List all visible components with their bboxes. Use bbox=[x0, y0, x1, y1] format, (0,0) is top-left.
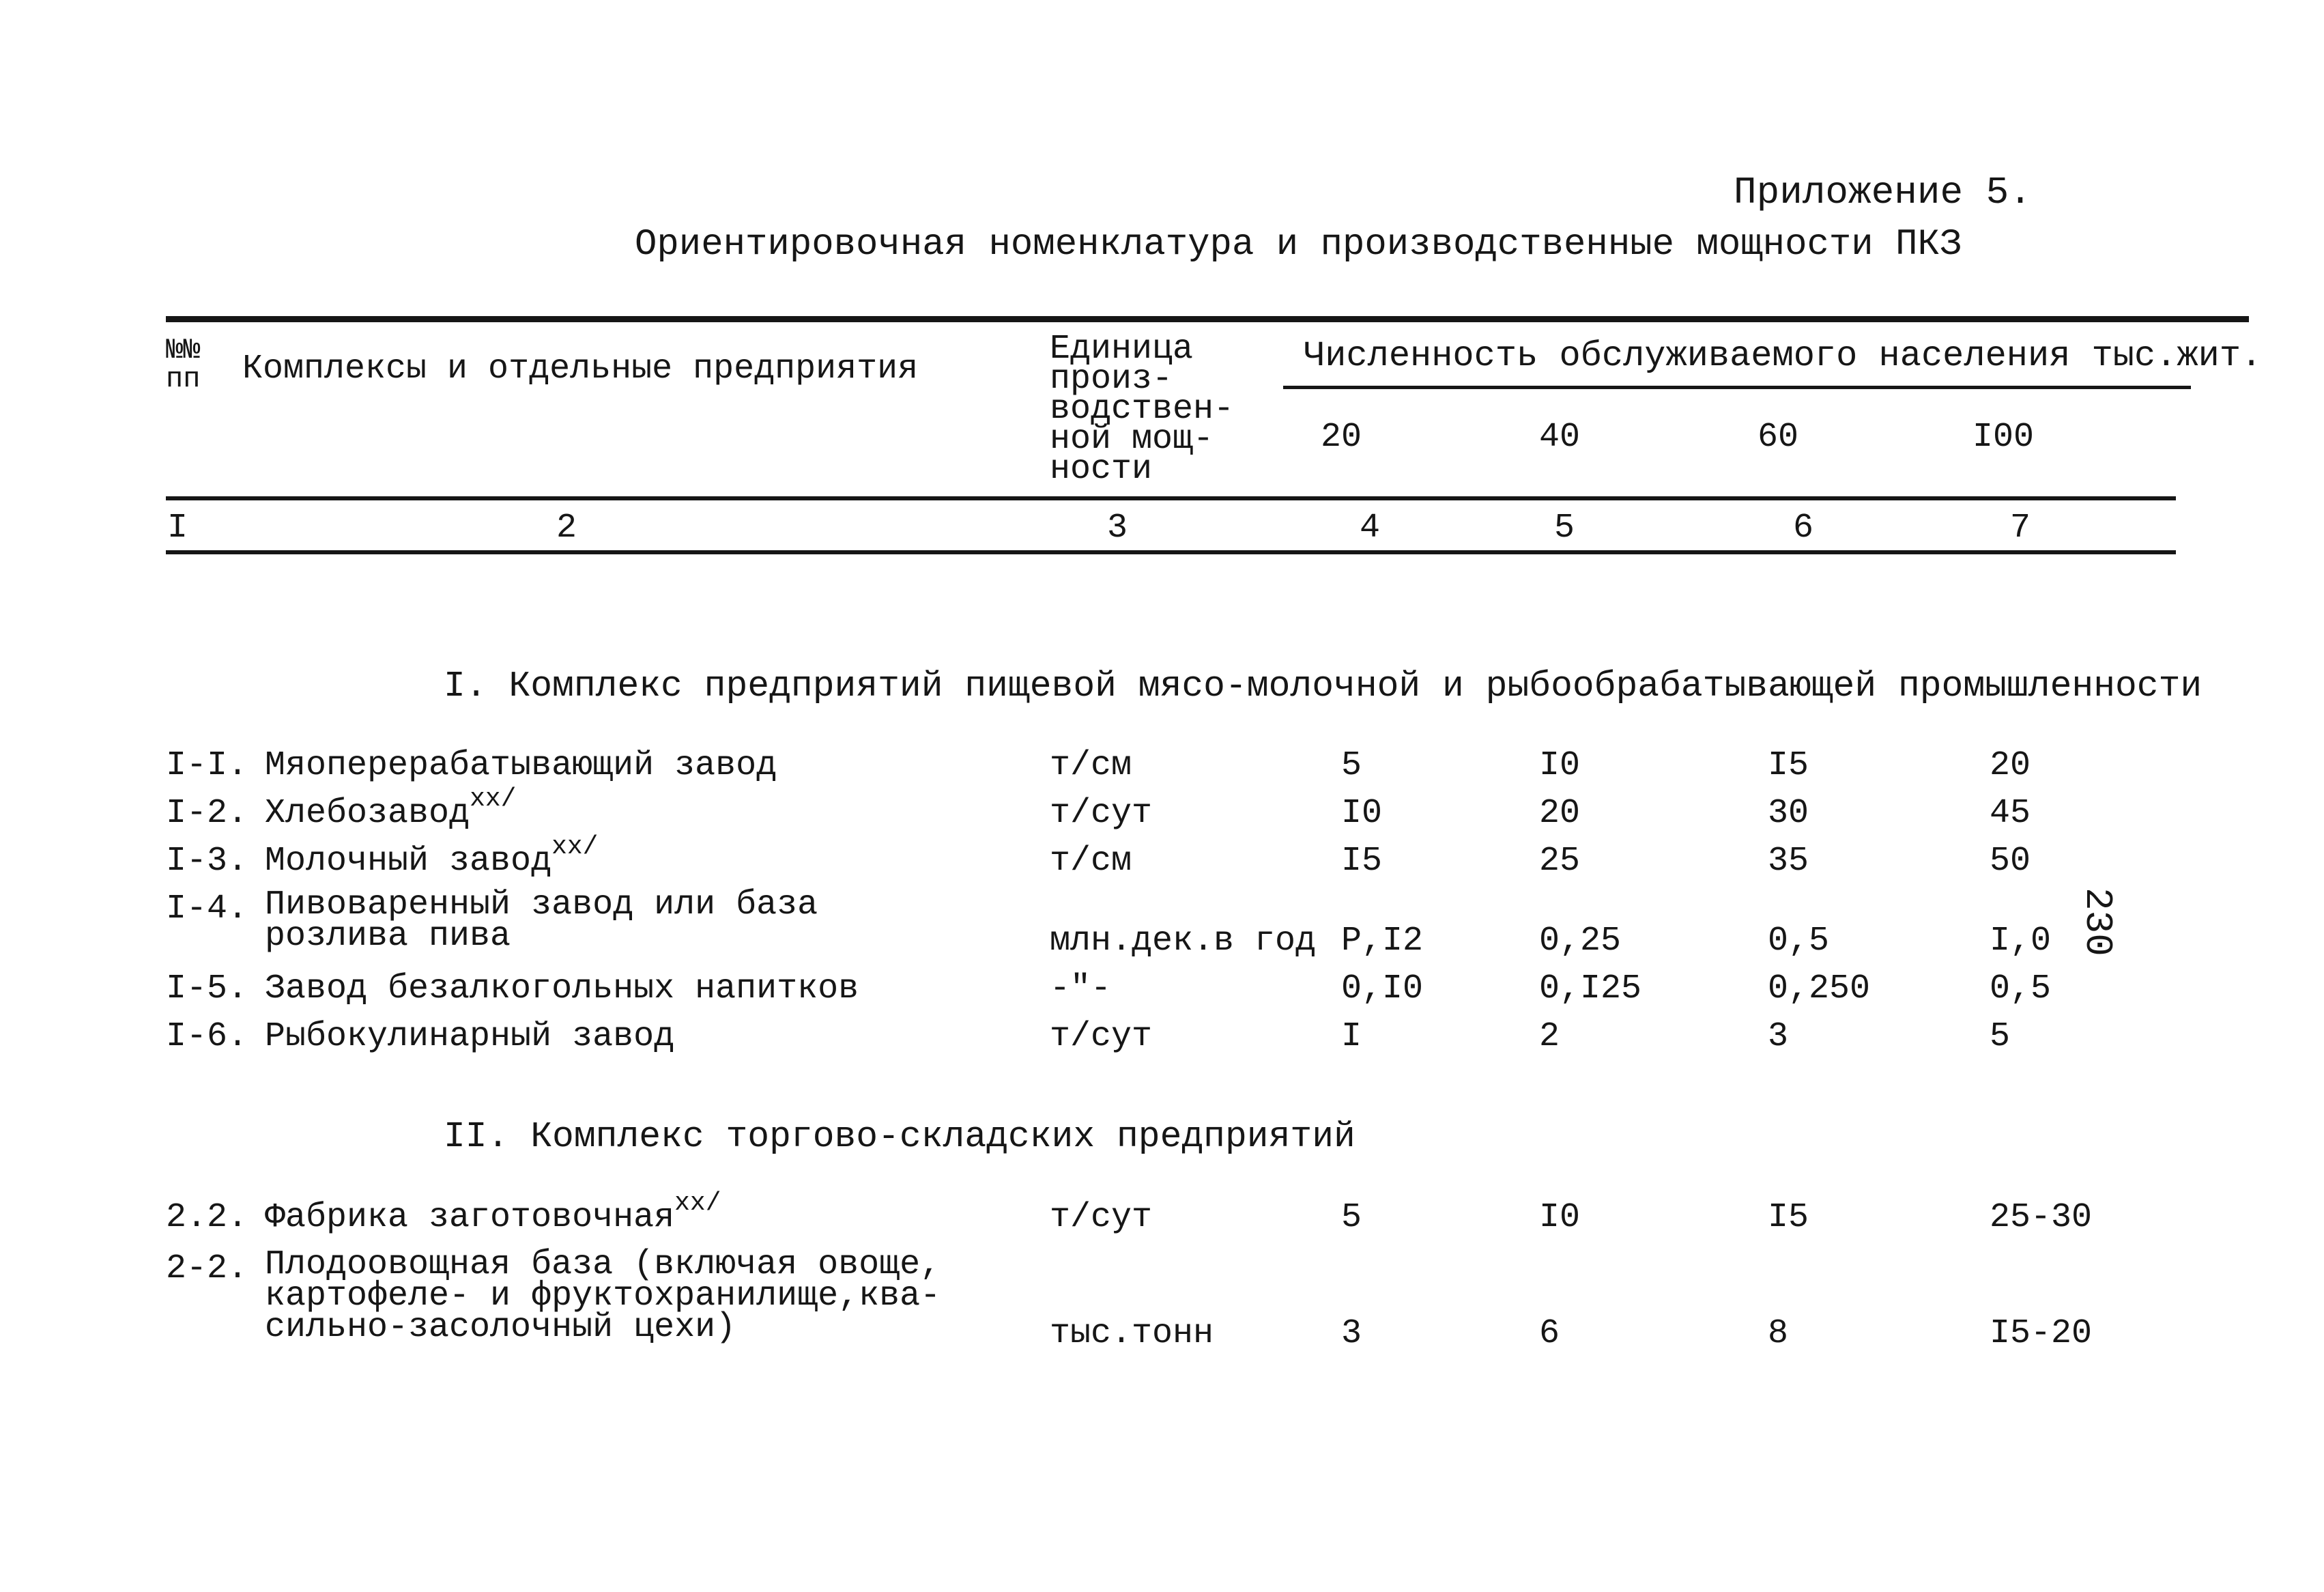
header-unit-l5: ности bbox=[1050, 450, 1153, 489]
row-1-6-v60: 3 bbox=[1768, 1017, 1789, 1056]
row-1-3-name-cell bbox=[265, 832, 599, 881]
row-1-1-name: Мяоперерабатывающий завод bbox=[265, 746, 777, 785]
row-2-2-unit: тыс.тонн bbox=[1050, 1314, 1214, 1353]
header-population: Численность обслуживаемого населения тыс.жит. bbox=[1304, 336, 2263, 376]
row-1-2-v100: 45 bbox=[1990, 794, 2031, 833]
row-1-5-v60: 0,250 bbox=[1768, 969, 1871, 1008]
col-number-1: I bbox=[167, 509, 188, 548]
row-1-1-v60: I5 bbox=[1768, 746, 1809, 785]
row-2-1-footnote: xx/ bbox=[674, 1189, 721, 1218]
row-1-3-v60: 35 bbox=[1768, 842, 1809, 881]
pop-col-40: 40 bbox=[1539, 418, 1581, 457]
row-2-1-v60: I5 bbox=[1768, 1198, 1809, 1237]
row-1-6-v40: 2 bbox=[1539, 1017, 1560, 1056]
row-1-2-v40: 20 bbox=[1539, 794, 1581, 833]
document-title: Ориентировочная номенклатура и производственные мощности ПКЗ bbox=[635, 224, 1962, 266]
row-2-2-name-cont1: картофеле- и фруктохранилище,ква- bbox=[265, 1277, 941, 1316]
row-1-3-footnote: xx/ bbox=[551, 832, 599, 862]
row-1-2-v60: 30 bbox=[1768, 794, 1809, 833]
row-2-1-v40: I0 bbox=[1539, 1198, 1581, 1237]
row-1-4-v100: I,0 bbox=[1990, 922, 2052, 961]
row-1-2-name: Хлебозавод bbox=[265, 794, 470, 833]
row-1-1-v40: I0 bbox=[1539, 746, 1581, 785]
row-2-2-v20: 3 bbox=[1341, 1314, 1362, 1353]
row-1-5-v40: 0,I25 bbox=[1539, 969, 1642, 1008]
col-number-4: 4 bbox=[1360, 509, 1381, 548]
row-2-2-v60: 8 bbox=[1768, 1314, 1789, 1353]
row-1-2-v20: I0 bbox=[1341, 794, 1383, 833]
row-1-3-v100: 50 bbox=[1990, 842, 2031, 881]
row-1-1-v100: 20 bbox=[1990, 746, 2031, 785]
row-1-3-v40: 25 bbox=[1539, 842, 1581, 881]
row-1-4-name-cont: розлива пива bbox=[265, 917, 511, 956]
row-2-2-name: Плодоовощная база (включая овоще, bbox=[265, 1245, 941, 1284]
row-1-2-number: I-2. bbox=[166, 794, 248, 833]
population-underline bbox=[1283, 386, 2191, 389]
row-1-1-v20: 5 bbox=[1341, 746, 1362, 785]
header-number bbox=[166, 336, 200, 393]
table-top-rule bbox=[166, 316, 2249, 322]
section-2-title: II. Комплекс торгово-складских предприятий bbox=[444, 1116, 1355, 1157]
header-name: Комплексы и отдельные предприятия bbox=[242, 350, 919, 388]
row-1-3-number: I-3. bbox=[166, 842, 248, 881]
row-1-4-name: Пивоваренный завод или база bbox=[265, 885, 818, 924]
header-unit bbox=[1050, 330, 1235, 489]
row-2-1-v20: 5 bbox=[1341, 1198, 1362, 1237]
row-2-1-v100: 25-30 bbox=[1990, 1198, 2093, 1237]
header-number-line1: №№ bbox=[166, 334, 201, 367]
row-1-5-unit: -"- bbox=[1050, 969, 1112, 1008]
row-1-2-unit: т/сут bbox=[1050, 794, 1153, 833]
row-1-3-unit: т/см bbox=[1050, 842, 1132, 881]
header-unit-l2: произ- bbox=[1050, 360, 1173, 399]
row-1-5-v20: 0,I0 bbox=[1341, 969, 1424, 1008]
row-1-5-v100: 0,5 bbox=[1990, 969, 2052, 1008]
row-1-6-v100: 5 bbox=[1990, 1017, 2011, 1056]
row-1-2-footnote: xx/ bbox=[470, 784, 517, 814]
row-1-4-name-cell bbox=[265, 885, 818, 956]
col-number-3: 3 bbox=[1107, 509, 1128, 548]
row-2-1-unit: т/сут bbox=[1050, 1198, 1153, 1237]
row-2-1-number: 2.2. bbox=[166, 1198, 248, 1237]
header-unit-l3: водствен- bbox=[1050, 390, 1235, 429]
row-2-2-name-cont2: сильно-засолочный цехи) bbox=[265, 1308, 736, 1347]
row-1-5-number: I-5. bbox=[166, 969, 248, 1008]
row-2-2-number: 2-2. bbox=[166, 1249, 248, 1288]
row-1-4-v20: P,I2 bbox=[1341, 922, 1424, 961]
row-2-2-v40: 6 bbox=[1539, 1314, 1560, 1353]
row-1-3-name: Молочный завод bbox=[265, 842, 552, 881]
page-number: 230 bbox=[2076, 887, 2119, 956]
col-number-5: 5 bbox=[1554, 509, 1575, 548]
row-1-3-v20: I5 bbox=[1341, 842, 1383, 881]
header-unit-l4: ной мощ- bbox=[1050, 420, 1214, 459]
row-2-2-name-cell bbox=[265, 1245, 941, 1347]
header-unit-l1: Единица bbox=[1050, 330, 1194, 369]
header-bottom-rule bbox=[166, 496, 2176, 500]
col-number-7: 7 bbox=[2010, 509, 2031, 548]
col-number-6: 6 bbox=[1793, 509, 1814, 548]
row-2-1-name: Фабрика заготовочная bbox=[265, 1198, 675, 1237]
row-1-4-v60: 0,5 bbox=[1768, 922, 1830, 961]
row-1-5-name: Завод безалкогольных напитков bbox=[265, 969, 859, 1008]
row-1-6-unit: т/сут bbox=[1050, 1017, 1153, 1056]
pop-col-20: 20 bbox=[1321, 418, 1362, 457]
col-numbers-rule bbox=[166, 550, 2176, 554]
row-1-1-number: I-I. bbox=[166, 746, 248, 785]
row-1-2-name-cell bbox=[265, 784, 517, 833]
row-2-1-name-cell bbox=[265, 1189, 721, 1237]
row-1-4-unit: млн.дек.в год bbox=[1050, 922, 1317, 961]
row-1-4-v40: 0,25 bbox=[1539, 922, 1622, 961]
pop-col-60: 60 bbox=[1758, 418, 1799, 457]
row-1-1-unit: т/см bbox=[1050, 746, 1132, 785]
header-number-line2: пп bbox=[166, 363, 201, 395]
pop-col-100: I00 bbox=[1972, 418, 2035, 457]
row-1-6-number: I-6. bbox=[166, 1017, 248, 1056]
row-1-4-number: I-4. bbox=[166, 890, 248, 928]
row-1-6-v20: I bbox=[1341, 1017, 1362, 1056]
col-number-2: 2 bbox=[556, 509, 577, 548]
row-1-6-name: Рыбокулинарный завод bbox=[265, 1017, 675, 1056]
section-1-title: I. Комплекс предприятий пищевой мясо-молочной и рыбообрабатывающей промышленности bbox=[444, 666, 2203, 707]
appendix-label: Приложение 5. bbox=[1734, 171, 2032, 214]
row-2-2-v100: I5-20 bbox=[1990, 1314, 2093, 1353]
